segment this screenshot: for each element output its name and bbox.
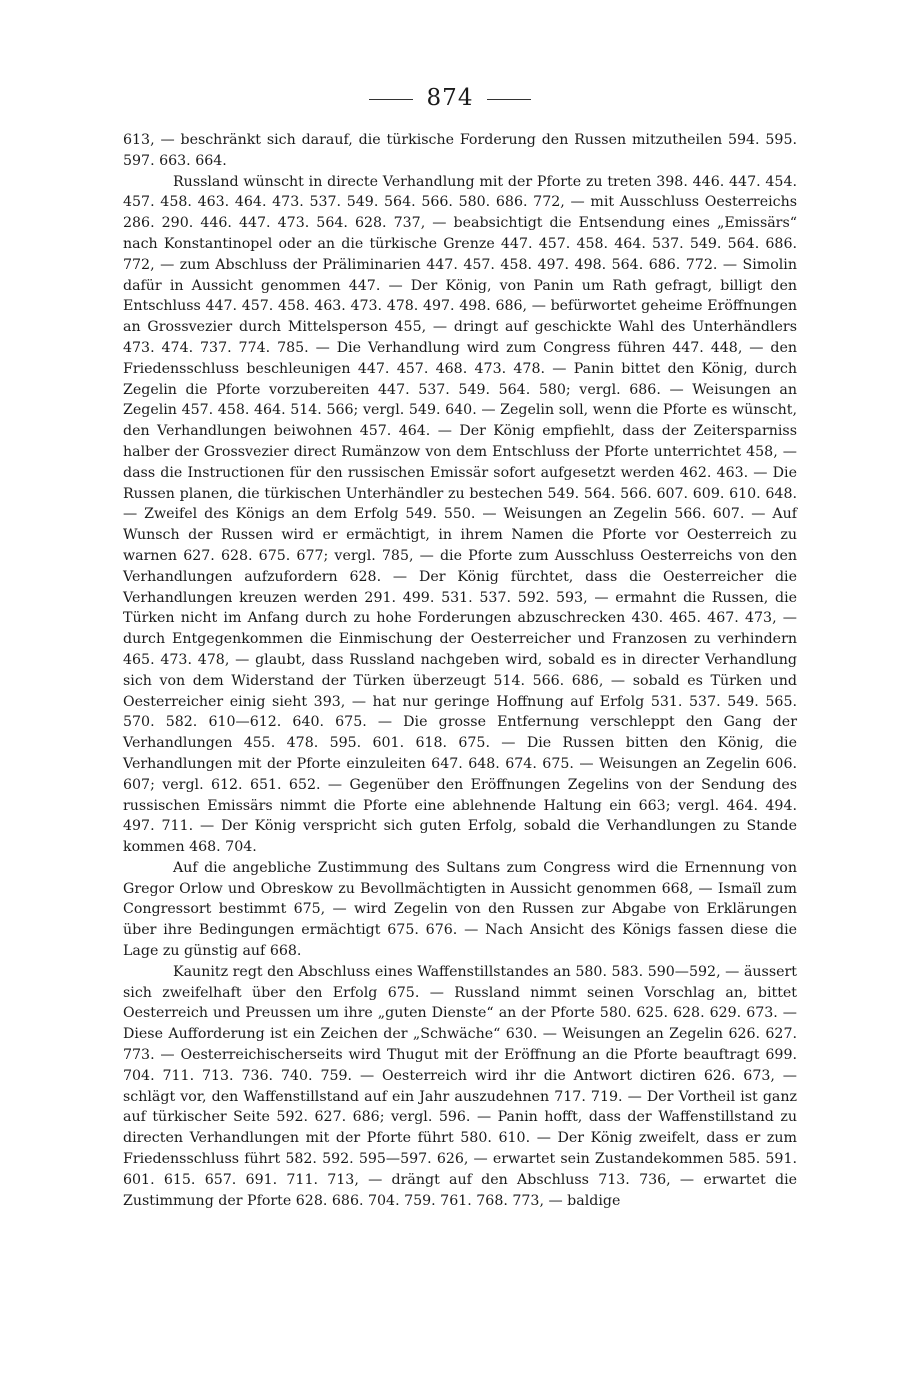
page-number: 874 <box>426 85 474 111</box>
paragraph-russland: Russland wünscht in directe Verhandlung mit der Pforte zu treten 398. 446. 447. 454. 457. 458. 463. 464. 473. 537. 549. 564. 566. 580. 686. 772, — mit Ausschluss Oesterreichs 286. 290. 446. 447. 473. 564. 628. 737, — beabsichtigt die Entsendung eines „Emissärs“ nach Konstantinopel oder an die türkische Grenze 447. 457. 458. 464. 537. 549. 564. 686. 772, — zum Abschluss der Präliminarien 447. 457. 458. 497. 498. 564. 686. 772. — Simolin dafür in Aussicht genommen 447. — Der König, von Panin um Rath gefragt, billigt den Entschluss 447. 457. 458. 463. 473. 478. 497. 498. 686, — befürwortet geheime Eröffnungen an Grossvezier durch Mittelsperson 455, — dringt auf geschickte Wahl des Unterhändlers 473. 474. 737. 774. 785. — Die Verhandlung wird zum Congress führen 447. 448, — den Friedensschluss beschleunigen 447. 457. 468. 473. 478. — Panin bittet den König, durch Zegelin die Pforte vorzubereiten 447. 537. 549. 564. 580; vergl. 686. — Weisungen an Zegelin 457. 458. 464. 514. 566; vergl. 549. 640. — Zegelin soll, wenn die Pforte es wünscht, den Verhandlungen beiwohnen 457. 464. — Der König empfiehlt, dass der Zeitersparniss halber der Grossvezier direct Rumänzow von dem Entschluss der Pforte unterrichtet 458, — dass die Instructionen für den russischen Emissär sofort aufgesetzt werden 462. 463. — Die Russen planen, die türkischen Unterhändler zu bestechen 549. 564. 566. 607. 609. 610. 648. — Zweifel des Königs an dem Erfolg 549. 550. — Weisungen an Zegelin 566. 607. — Auf Wunsch der Russen wird er ermächtigt, in ihrem Namen die Pforte vor Oesterreich zu warnen 627. 628. 675. 677; vergl. 785, — die Pforte zum Ausschluss Oesterreichs von den Verhandlungen aufzufordern 628. — Der König fürchtet, dass die Oesterreicher die Verhandlungen kreuzen werden 291. 499. 531. 537. 592. 593, — ermahnt die Russen, die Türken nicht im Anfang durch zu hohe Forderungen abzuschrecken 430. 465. 467. 473, — durch Entgegenkommen die Einmischung der Oesterreicher und Franzosen zu verhindern 465. 473. 478, — glaubt, dass Russland nachgeben wird, sobald es in directer Verhandlung sich von dem Widerstand der Türken überzeugt 514. 566. 686, — sobald es Türken und Oesterreicher einig sieht 393, — hat nur geringe Hoffnung auf Erfolg 531. 537. 549. 565. 570. 582. 610—612. 640. 675. — Die grosse Entfernung verschleppt den Gang der Verhandlungen 455. 478. 595. 601. 618. 675. — Die Russen bitten den König, die Verhandlungen mit der Pforte einzuleiten 647. 648. 674. 675. — Weisungen an Zegelin 606. 607; vergl. 612. 651. 652. — Gegenüber den Eröffnungen Zegelins von der Sendung des russischen Emissärs nimmt die Pforte eine ablehnende Haltung ein 663; vergl. 464. 494. 497. 711. — Der König verspricht sich guten Erfolg, sobald die Verhandlungen zu Stande kommen 468. 704. <box>123 173 797 856</box>
header-rule-left <box>369 99 413 100</box>
paragraph-continuation: 613, — beschränkt sich darauf, die türkische Forderung den Russen mitzutheilen 594. 595. 597. 663. 664. <box>123 132 797 169</box>
paragraph-kaunitz: Kaunitz regt den Abschluss eines Waffenstillstandes an 580. 583. 590—592, — äussert sich zweifelhaft über den Erfolg 675. — Russland nimmt seinen Vorschlag an, bittet Oesterreich und Preussen um ihre „guten Dienste“ an der Pforte 580. 625. 628. 629. 673. — Diese Aufforderung ist ein Zeichen der „Schwäche“ 630. — Weisungen an Zegelin 626. 627. 773. — Oesterreichischerseits wird Thugut mit der Eröffnung an die Pforte beauftragt 699. 704. 711. 713. 736. 740. 759. — Oesterreich wird ihr die Antwort dictiren 626. 673, — schlägt vor, den Waffenstillstand auf ein Jahr auszudehnen 717. 719. — Der Vortheil ist ganz auf türkischer Seite 592. 627. 686; vergl. 596. — Panin hofft, dass der Waffenstillstand zu directen Verhandlungen mit der Pforte führt 580. 610. — Der König zweifelt, dass er zum Friedensschluss führt 582. 592. 595—597. 626, — erwartet sein Zustandekommen 585. 591. 601. 615. 657. 691. 711. 713, — drängt auf den Abschluss 713. 736, — erwartet die Zustimmung der Pforte 628. 686. 704. 759. 761. 768. 773, — baldige <box>123 963 797 1209</box>
page-header <box>0 84 900 112</box>
paragraph-congress: Auf die angebliche Zustimmung des Sultans zum Congress wird die Ernennung von Gregor Orlow und Obreskow zu Bevollmächtigten in Aussicht genommen 668, — Ismaïl zum Congressort bestimmt 675, — wird Zegelin von den Russen zur Abgabe von Erklärungen über ihre Bedingungen ermächtigt 675. 676. — Nach Ansicht des Königs fassen diese die Lage zu günstig auf 668. <box>123 859 797 960</box>
index-text <box>123 130 797 1211</box>
header-rule-right <box>487 99 531 100</box>
